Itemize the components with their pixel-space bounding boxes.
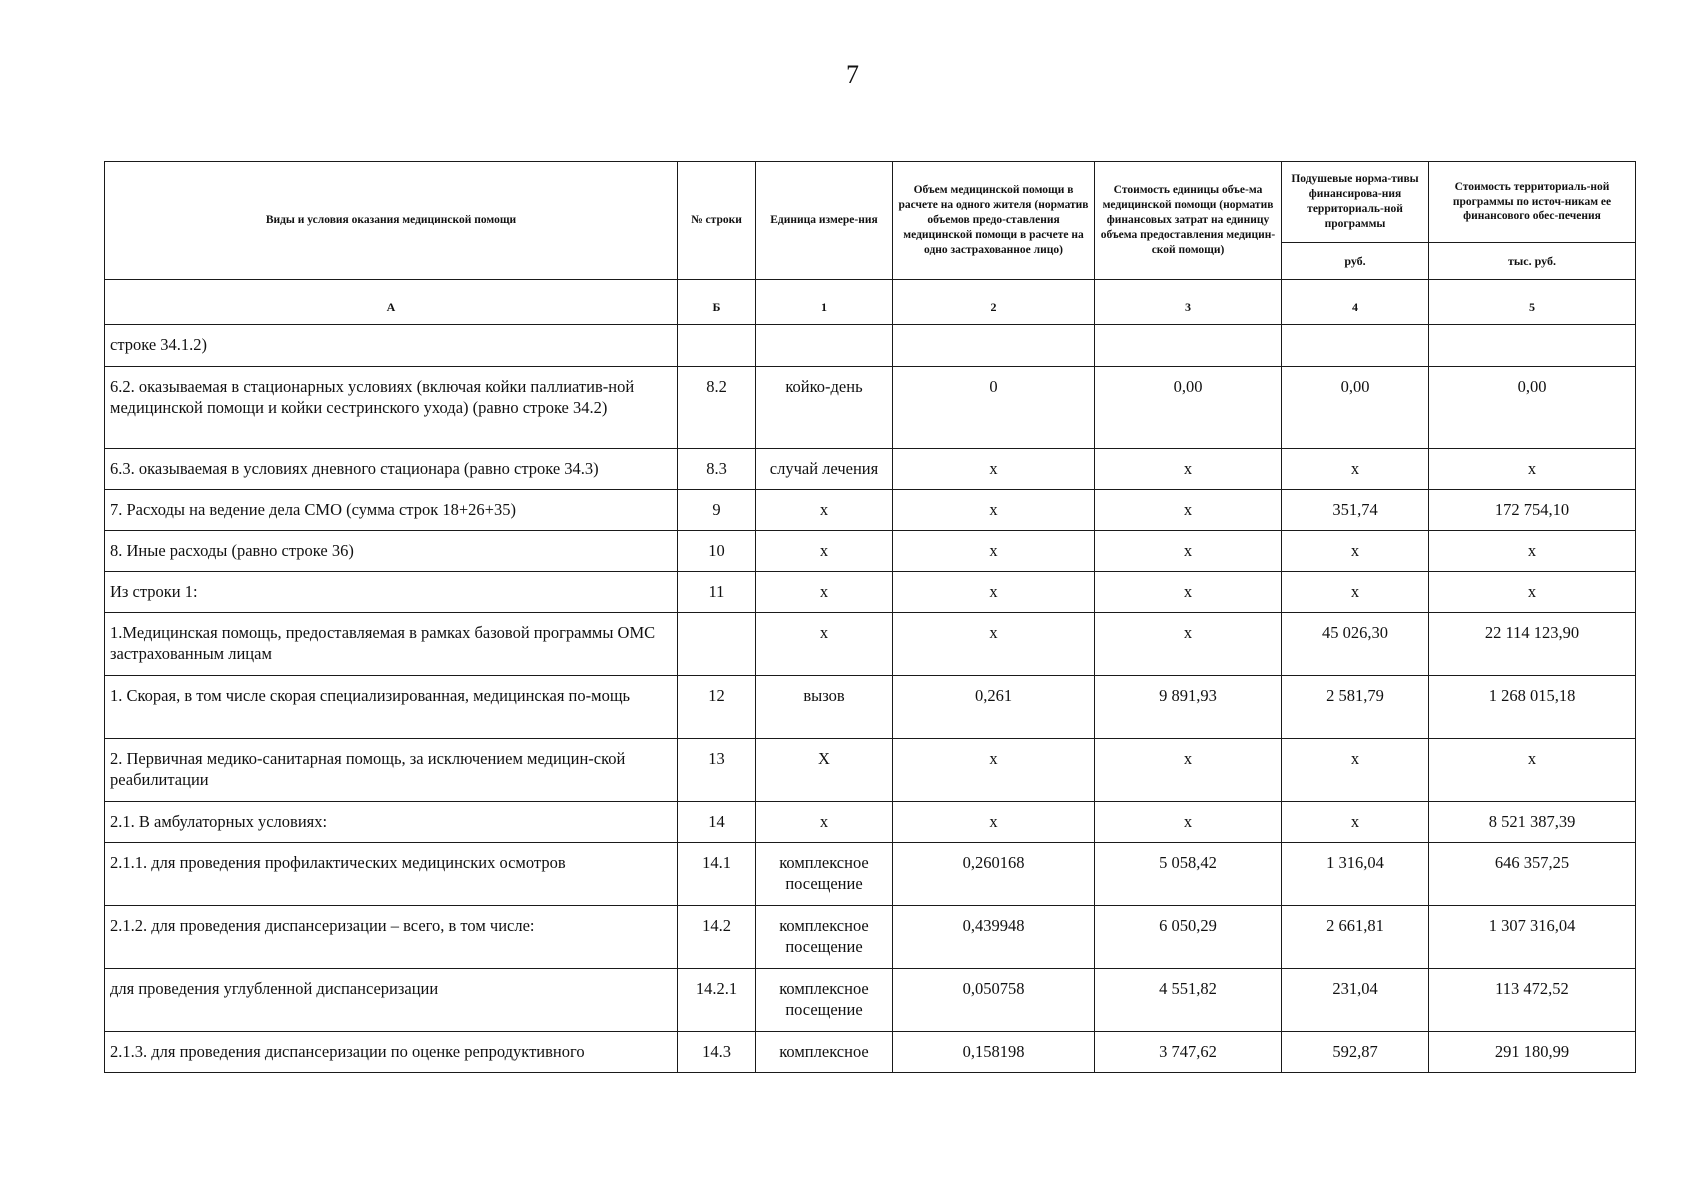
financing-table <box>104 161 1636 1073</box>
table-row <box>105 572 1636 613</box>
row-volume: 0,158198 <box>893 1032 1095 1073</box>
row-line: 14.2.1 <box>678 969 756 1032</box>
page-number: 7 <box>846 60 859 89</box>
row-line: 14 <box>678 802 756 843</box>
row-volume: 0,439948 <box>893 906 1095 969</box>
row-cost: х <box>1095 531 1282 572</box>
row-name: для проведения углубленной диспансеризации <box>105 969 678 1032</box>
row-total: 646 357,25 <box>1429 843 1636 906</box>
table-row <box>105 676 1636 739</box>
row-cost: х <box>1095 490 1282 531</box>
row-name: 7. Расходы на ведение дела СМО (сумма строк 18+26+35) <box>105 490 678 531</box>
row-name: Из строки 1: <box>105 572 678 613</box>
row-line: 13 <box>678 739 756 802</box>
row-name: 2.1.3. для проведения диспансеризации по оценке репродуктивного <box>105 1032 678 1073</box>
row-per-capita: х <box>1282 572 1429 613</box>
header-volume: Объем медицинской помощи в расчете на одного жителя (норматив объемов предо-ставления медицинской помощи в расчете на одно застрахованное лицо) <box>893 162 1095 280</box>
row-line: 14.3 <box>678 1032 756 1073</box>
table-row <box>105 843 1636 906</box>
table-row <box>105 367 1636 449</box>
row-line <box>678 325 756 367</box>
table-row <box>105 906 1636 969</box>
table-row <box>105 531 1636 572</box>
row-total: 22 114 123,90 <box>1429 613 1636 676</box>
header-type: Виды и условия оказания медицинской помощи <box>105 162 678 280</box>
index-cell: 1 <box>756 280 893 325</box>
table-row <box>105 739 1636 802</box>
row-volume: х <box>893 613 1095 676</box>
row-total: 1 268 015,18 <box>1429 676 1636 739</box>
row-unit: х <box>756 613 893 676</box>
row-per-capita <box>1282 325 1429 367</box>
index-cell: 2 <box>893 280 1095 325</box>
row-volume: 0,260168 <box>893 843 1095 906</box>
table-row <box>105 449 1636 490</box>
row-name: 1. Скорая, в том числе скорая специализированная, медицинская по-мощь <box>105 676 678 739</box>
row-unit: случай лечения <box>756 449 893 490</box>
row-volume: х <box>893 449 1095 490</box>
row-cost: х <box>1095 802 1282 843</box>
row-volume: х <box>893 739 1095 802</box>
row-per-capita: 592,87 <box>1282 1032 1429 1073</box>
row-volume: х <box>893 802 1095 843</box>
row-volume: х <box>893 531 1095 572</box>
row-unit: комплексное посещение <box>756 906 893 969</box>
row-unit: х <box>756 531 893 572</box>
row-total: 172 754,10 <box>1429 490 1636 531</box>
row-per-capita: х <box>1282 531 1429 572</box>
row-total: 1 307 316,04 <box>1429 906 1636 969</box>
row-cost: х <box>1095 739 1282 802</box>
row-name: 2.1.1. для проведения профилактических медицинских осмотров <box>105 843 678 906</box>
row-total: 8 521 387,39 <box>1429 802 1636 843</box>
row-name: 6.3. оказываемая в условиях дневного стационара (равно строке 34.3) <box>105 449 678 490</box>
row-per-capita: 351,74 <box>1282 490 1429 531</box>
row-unit: х <box>756 572 893 613</box>
row-name: 2.1. В амбулаторных условиях: <box>105 802 678 843</box>
row-unit: х <box>756 490 893 531</box>
row-name: 2.1.2. для проведения диспансеризации – всего, в том числе: <box>105 906 678 969</box>
row-line <box>678 613 756 676</box>
header-program-cost-unit: тыс. руб. <box>1429 243 1636 280</box>
row-total: х <box>1429 531 1636 572</box>
row-unit: койко-день <box>756 367 893 449</box>
table-row <box>105 1032 1636 1073</box>
row-unit <box>756 325 893 367</box>
row-cost: х <box>1095 572 1282 613</box>
table-row <box>105 325 1636 367</box>
table-row <box>105 969 1636 1032</box>
row-total: 113 472,52 <box>1429 969 1636 1032</box>
row-per-capita: 231,04 <box>1282 969 1429 1032</box>
row-per-capita: х <box>1282 739 1429 802</box>
row-volume: х <box>893 572 1095 613</box>
row-per-capita: 1 316,04 <box>1282 843 1429 906</box>
row-per-capita: х <box>1282 802 1429 843</box>
row-cost: х <box>1095 613 1282 676</box>
row-volume: 0,050758 <box>893 969 1095 1032</box>
row-unit: вызов <box>756 676 893 739</box>
row-cost <box>1095 325 1282 367</box>
row-unit: комплексное <box>756 1032 893 1073</box>
row-per-capita: 0,00 <box>1282 367 1429 449</box>
table-row <box>105 802 1636 843</box>
row-volume: 0,261 <box>893 676 1095 739</box>
row-unit: комплексное посещение <box>756 843 893 906</box>
row-line: 10 <box>678 531 756 572</box>
row-total: х <box>1429 739 1636 802</box>
index-cell: А <box>105 280 678 325</box>
row-unit: х <box>756 802 893 843</box>
row-unit: Х <box>756 739 893 802</box>
row-total: х <box>1429 572 1636 613</box>
header-unit: Единица измере-ния <box>756 162 893 280</box>
row-line: 14.2 <box>678 906 756 969</box>
table-row <box>105 490 1636 531</box>
index-row <box>105 280 1636 325</box>
index-cell: 5 <box>1429 280 1636 325</box>
row-total <box>1429 325 1636 367</box>
row-total: х <box>1429 449 1636 490</box>
row-cost: 3 747,62 <box>1095 1032 1282 1073</box>
header-per-capita: Подушевые норма-тивы финансирова-ния территориаль-ной программы <box>1282 162 1429 243</box>
row-line: 9 <box>678 490 756 531</box>
row-line: 12 <box>678 676 756 739</box>
row-volume: 0 <box>893 367 1095 449</box>
row-total: 0,00 <box>1429 367 1636 449</box>
row-total: 291 180,99 <box>1429 1032 1636 1073</box>
header-per-capita-unit: руб. <box>1282 243 1429 280</box>
row-name: 8. Иные расходы (равно строке 36) <box>105 531 678 572</box>
row-cost: х <box>1095 449 1282 490</box>
row-line: 11 <box>678 572 756 613</box>
index-cell: 4 <box>1282 280 1429 325</box>
row-cost: 4 551,82 <box>1095 969 1282 1032</box>
row-name: 6.2. оказываемая в стационарных условиях (включая койки паллиатив-ной медицинской помощи и койки сестринского ухода) (равно строке 34.2) <box>105 367 678 449</box>
row-name: 2. Первичная медико-санитарная помощь, за исключением медицин-ской реабилитации <box>105 739 678 802</box>
index-cell: Б <box>678 280 756 325</box>
row-line: 8.3 <box>678 449 756 490</box>
table-row <box>105 613 1636 676</box>
row-cost: 9 891,93 <box>1095 676 1282 739</box>
row-unit: комплексное посещение <box>756 969 893 1032</box>
row-line: 14.1 <box>678 843 756 906</box>
row-volume: х <box>893 490 1095 531</box>
header-row <box>105 162 1636 243</box>
header-cost-unit: Стоимость единицы объе-ма медицинской помощи (норматив финансовых затрат на единицу объема предоставления медицин-ской помощи) <box>1095 162 1282 280</box>
row-volume <box>893 325 1095 367</box>
row-line: 8.2 <box>678 367 756 449</box>
row-name: строке 34.1.2) <box>105 325 678 367</box>
row-per-capita: 2 581,79 <box>1282 676 1429 739</box>
row-cost: 5 058,42 <box>1095 843 1282 906</box>
row-per-capita: х <box>1282 449 1429 490</box>
header-line: № строки <box>678 162 756 280</box>
row-cost: 6 050,29 <box>1095 906 1282 969</box>
index-cell: 3 <box>1095 280 1282 325</box>
row-cost: 0,00 <box>1095 367 1282 449</box>
header-program-cost: Стоимость территориаль-ной программы по источ-никам ее финансового обес-печения <box>1429 162 1636 243</box>
row-name: 1.Медицинская помощь, предоставляемая в рамках базовой программы ОМС застрахованным лицам <box>105 613 678 676</box>
row-per-capita: 45 026,30 <box>1282 613 1429 676</box>
row-per-capita: 2 661,81 <box>1282 906 1429 969</box>
